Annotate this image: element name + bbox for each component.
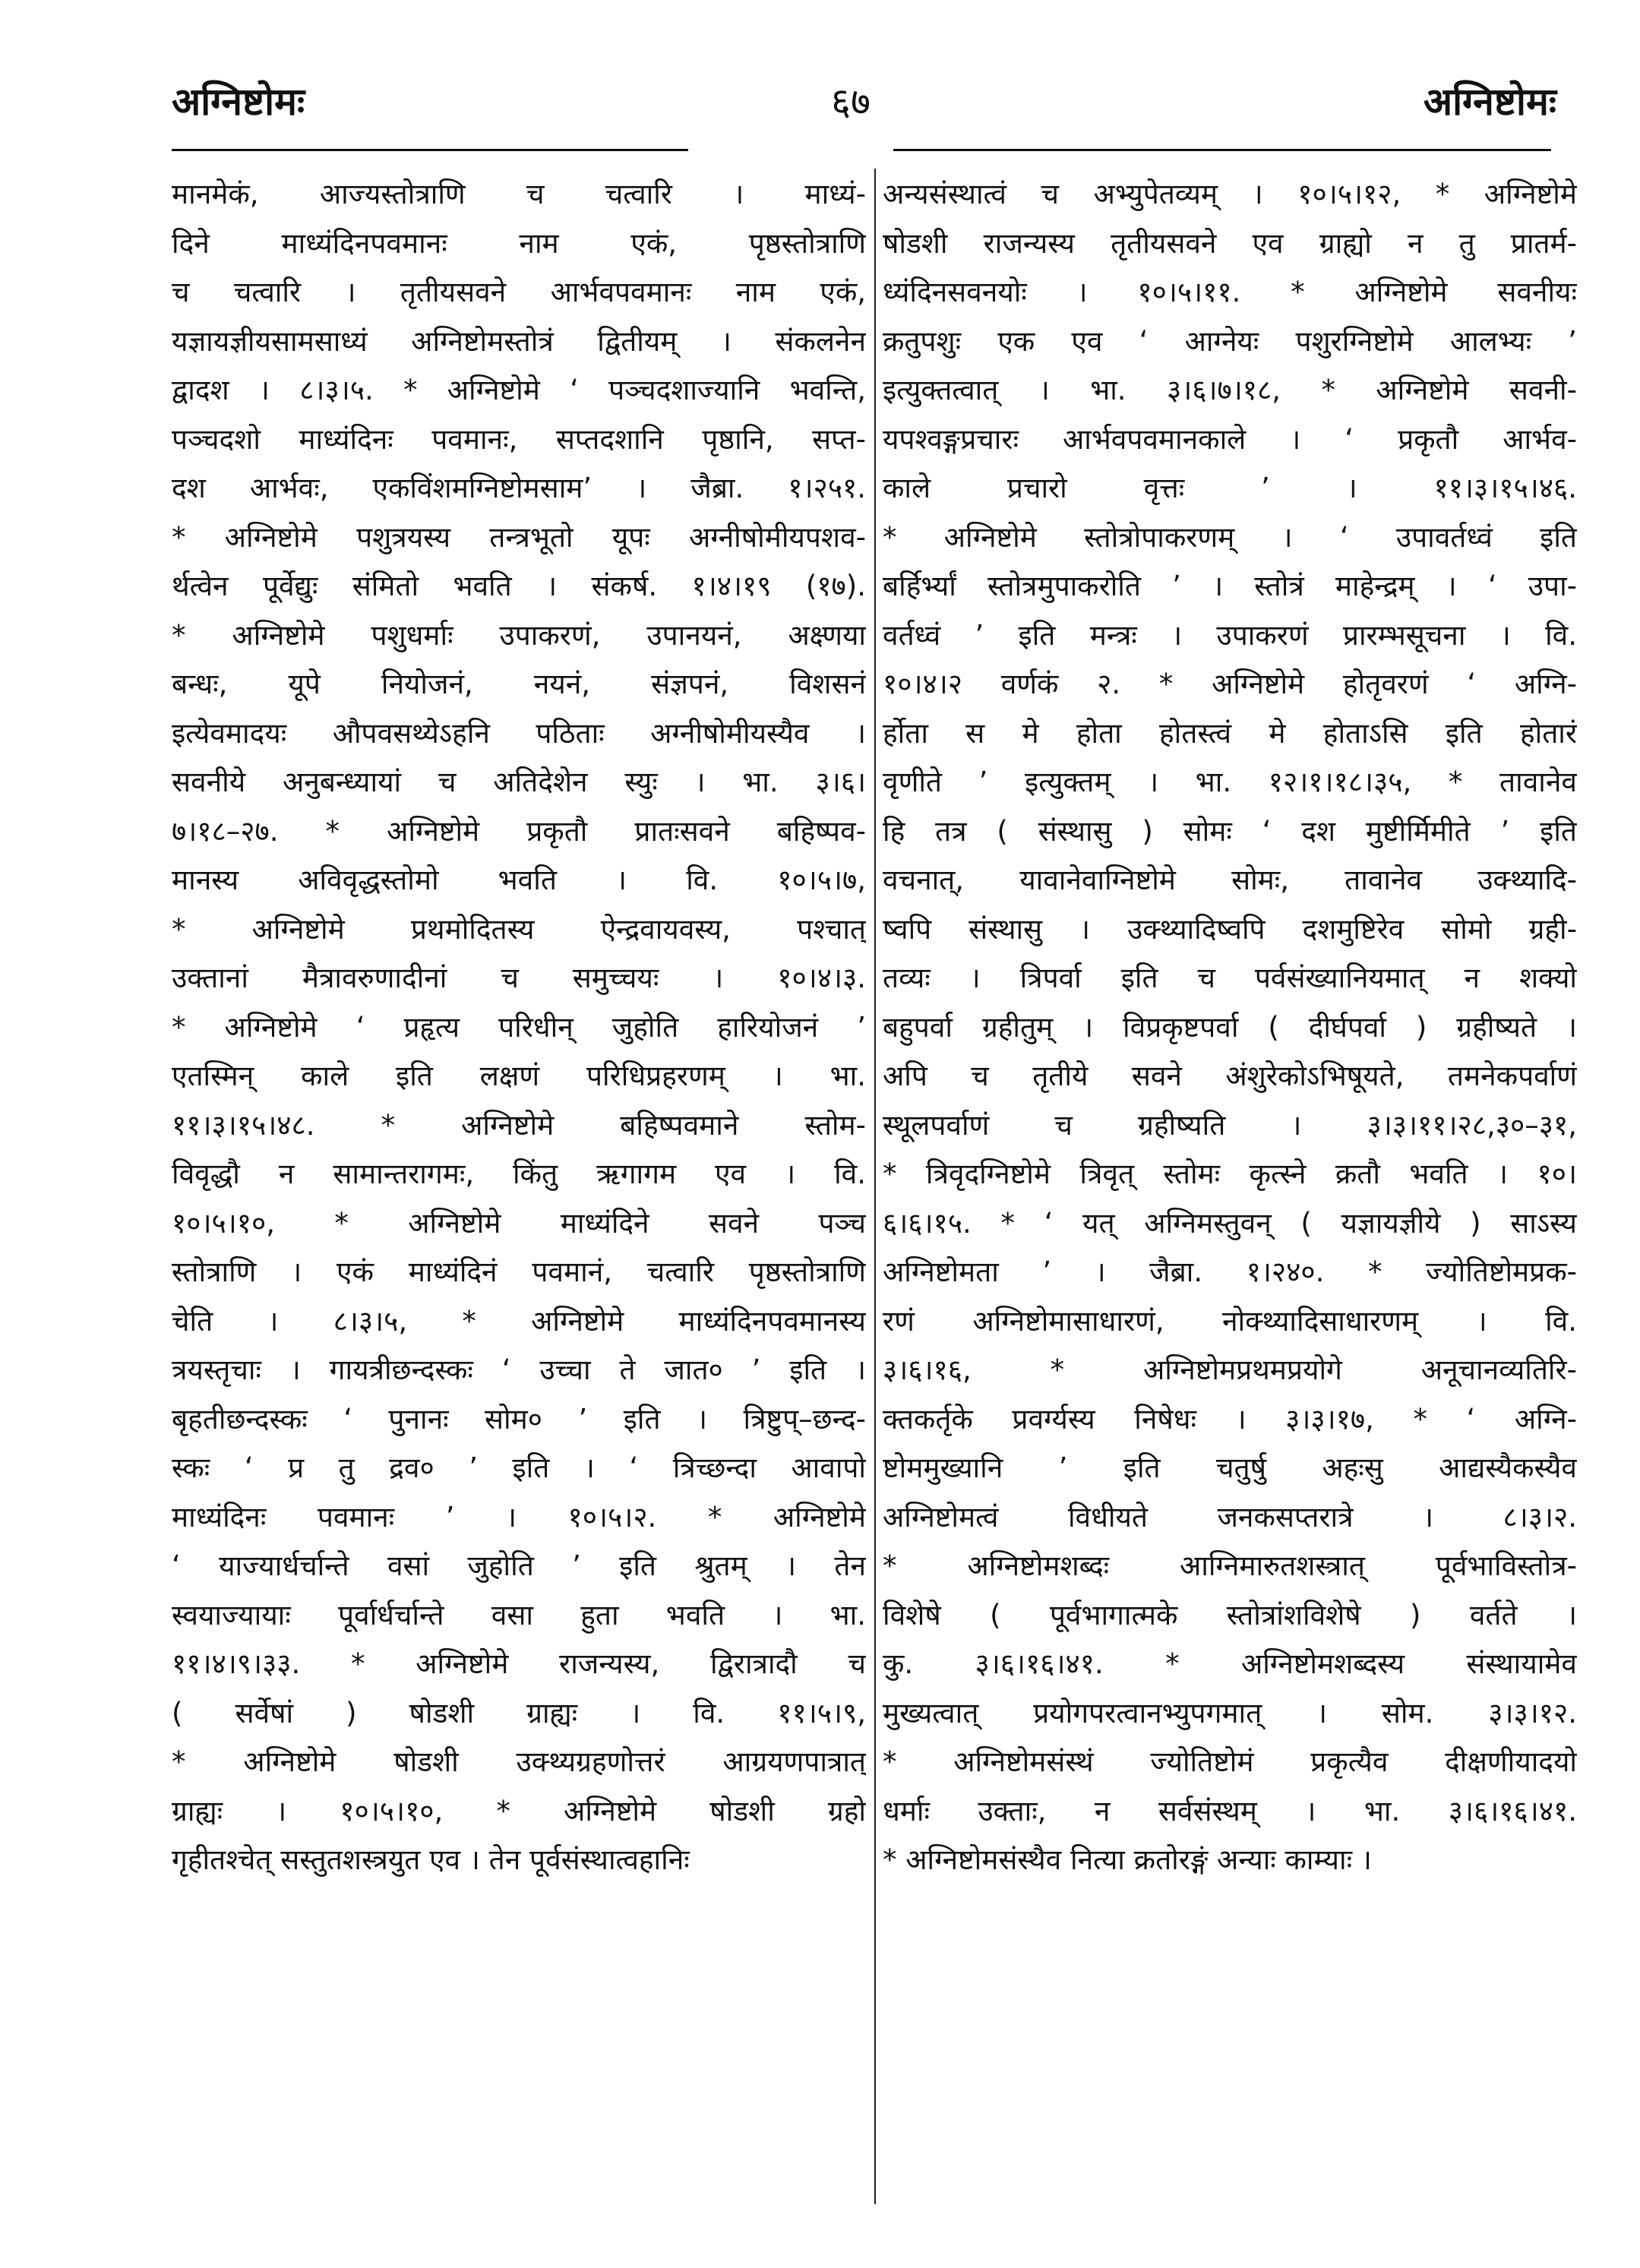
text-line: * अग्निष्टोमे षोडशी उक्थ्यग्रहणोत्तरं आग्रयणपात्रात् xyxy=(172,1745,866,1778)
text-line: कु. ३।६।१६।४१. * अग्निष्टोमशब्दस्य संस्थायामेव xyxy=(883,1647,1577,1680)
text-line: षोडशी राजन्यस्य तृतीयसवने एव ग्राह्यो न तु प्रातर्म- xyxy=(883,226,1577,260)
text-line: गृहीतश्चेत् सस्तुतशस्त्रयुत एव । तेन पूर्वसंस्थात्वहानिः xyxy=(172,1843,690,1876)
header-rule-left xyxy=(172,149,688,151)
text-line: विशेषे ( पूर्वभागात्मके स्तोत्रांशविशेषे ) वर्तते । xyxy=(883,1598,1577,1632)
text-line: काले प्रचारो वृत्तः ’ । ११।३।१५।४६. xyxy=(883,472,1577,504)
text-line: तव्यः । त्रिपर्वा इति च पर्वसंख्यानियमात् न शक्यो xyxy=(883,962,1577,994)
text-line: माध्यंदिनः पवमानः ’ । १०।५।२. * अग्निष्टोमे xyxy=(172,1500,866,1534)
header-rule-right xyxy=(893,149,1551,151)
text-line: धर्माः उक्ताः, न सर्वसंस्थम् । भा. ३।६।१६।४१. xyxy=(883,1794,1577,1827)
text-line: स्थूलपर्वाणं च ग्रहीष्यति । ३।३।११।२८,३०–३१, xyxy=(883,1108,1577,1142)
text-line: अग्निष्टोमता ’ । जैब्रा. १।२४०. * ज्योतिष्टोमप्रक- xyxy=(883,1256,1577,1288)
text-line: * अग्निष्टोमे प्रथमोदितस्य ऐन्द्रवायवस्य, पश्चात् xyxy=(172,912,866,946)
text-line: रणं अग्निष्टोमासाधारणं, नोक्थ्यादिसाधारणम् । वि. xyxy=(883,1304,1577,1338)
running-head-left: अग्निष्टोमः xyxy=(172,80,305,124)
text-line: ‘ याज्यार्धर्चान्ते वसां जुहोति ’ इति श्रुतम् । तेन xyxy=(172,1549,866,1582)
text-line: * अग्निष्टोमे पशुधर्माः उपाकरणं, उपानयनं, अक्ष्णया xyxy=(172,618,866,652)
text-line: दश आर्भवः, एकविंशमग्निष्टोमसाम’ । जैब्रा. १।२५१. xyxy=(172,472,866,504)
text-line: इत्येवमादयः औपवसथ्येऽहनि पठिताः अग्नीषोमीयस्यैव । xyxy=(172,716,866,750)
text-line: त्रयस्तृचाः । गायत्रीछन्दस्कः ‘ उच्चा ते जात० ’ इति । xyxy=(172,1354,866,1386)
text-line: विवृद्धौ न सामान्तरागमः, किंतु ऋगागम एव । वि. xyxy=(172,1158,866,1190)
text-line: च चत्वारि । तृतीयसवने आर्भवपवमानः नाम एकं, xyxy=(172,276,866,308)
text-line: * अग्निष्टोमे स्तोत्रोपाकरणम् । ‘ उपावर्तध्वं इति xyxy=(883,520,1577,554)
text-line: ( सर्वेषां ) षोडशी ग्राह्यः । वि. ११।५।९, xyxy=(172,1696,866,1729)
text-line: वर्तध्वं ’ इति मन्त्रः । उपाकरणं प्रारम्भसूचना । वि. xyxy=(883,618,1577,652)
text-line: * अग्निष्टोमसंस्थैव नित्या क्रतोरङ्गं अन्याः काम्याः । xyxy=(883,1843,1372,1876)
text-line: * त्रिवृदग्निष्टोमे त्रिवृत् स्तोमः कृत्स्ने क्रतौ भवति । १०। xyxy=(883,1158,1577,1190)
text-line: मुख्यत्वात् प्रयोगपरत्वानभ्युपगमात् । सोम. ३।३।१२. xyxy=(883,1696,1577,1729)
text-line: वचनात्, यावानेवाग्निष्टोमे सोमः, तावानेव उक्थ्यादि- xyxy=(883,864,1577,896)
text-line: मानस्य अविवृद्धस्तोमो भवति । वि. १०।५।७, xyxy=(172,864,866,896)
text-line: दिने माध्यंदिनपवमानः नाम एकं, पृष्ठस्तोत्राणि xyxy=(172,226,866,260)
text-line: ३।६।१६, * अग्निष्टोमप्रथमप्रयोगे अनूचानव्यतिरि- xyxy=(883,1354,1577,1386)
text-line: ध्यंदिनसवनयोः । १०।५।११. * अग्निष्टोमे सवनीयः xyxy=(883,276,1577,308)
text-line: सवनीये अनुबन्ध्यायां च अतिदेशेन स्युः । भा. ३।६। xyxy=(172,766,866,798)
text-line: क्रतुपशुः एक एव ‘ आग्नेयः पशुरग्निष्टोमे आलभ्यः ’ xyxy=(883,324,1577,358)
text-line: स्कः ‘ प्र तु द्रव० ’ इति । ‘ त्रिच्छन्दा आवापो xyxy=(172,1451,866,1484)
text-line: ग्राह्यः । १०।५।१०, * अग्निष्टोमे षोडशी ग्रहो xyxy=(172,1794,866,1827)
text-line: ११।३।१५।४८. * अग्निष्टोमे बहिष्पवमाने स्तोम- xyxy=(172,1108,866,1142)
text-line: बन्धः, यूपे नियोजनं, नयनं, संज्ञपनं, विशसनं xyxy=(172,668,866,700)
text-line: अपि च तृतीये सवने अंशुरेकोऽभिषूयते, तमनेकपर्वाणं xyxy=(883,1060,1577,1092)
text-line: हि तत्र ( संस्थासु ) सोमः ‘ दश मुष्टीर्मिमीते ’ इति xyxy=(883,814,1577,848)
text-line: क्तकर्तृके प्रवर्ग्यस्य निषेधः । ३।३।१७, * ‘ अग्नि- xyxy=(883,1402,1577,1436)
text-line: अग्निष्टोमत्वं विधीयते जनकसप्तरात्रे । ८।३।२. xyxy=(883,1500,1577,1534)
text-line: चेति । ८।३।५, * अग्निष्टोमे माध्यंदिनपवमानस्य xyxy=(172,1304,866,1338)
left-column xyxy=(172,170,866,2206)
text-line: * अग्निष्टोमसंस्थं ज्योतिष्टोमं प्रकृत्यैव दीक्षणीयादयो xyxy=(883,1745,1577,1778)
text-line: ११।४।९।३३. * अग्निष्टोमे राजन्यस्य, द्विरात्रादौ च xyxy=(172,1647,866,1680)
text-line: इत्युक्तत्वात् । भा. ३।६।७।१८, * अग्निष्टोमे सवनी- xyxy=(883,374,1577,406)
text-line: बर्हिर्भ्यां स्तोत्रमुपाकरोति ’ । स्तोत्रं माहेन्द्रम् । ‘ उपा- xyxy=(883,570,1577,602)
right-column xyxy=(883,170,1577,2206)
text-line: मानमेकं, आज्यस्तोत्राणि च चत्वारि । माध्यं- xyxy=(172,178,866,210)
text-line: * अग्निष्टोमे पशुत्रयस्य तन्त्रभूतो यूपः अग्नीषोमीयपशव- xyxy=(172,520,866,554)
text-line: एतस्मिन् काले इति लक्षणं परिधिप्रहरणम् । भा. xyxy=(172,1060,866,1092)
text-line: पञ्चदशो माध्यंदिनः पवमानः, सप्तदशानि पृष्ठानि, सप्त- xyxy=(172,422,866,456)
text-line: * अग्निष्टोमशब्दः आग्निमारुतशस्त्रात् पूर्वभाविस्तोत्र- xyxy=(883,1549,1577,1582)
text-line: ६।६।१५. * ‘ यत् अग्निमस्तुवन् ( यज्ञायज्ञीये ) साऽस्य xyxy=(883,1206,1577,1240)
text-line: ष्वपि संस्थासु । उक्थ्यादिष्वपि दशमुष्टिरेव सोमो ग्रही- xyxy=(883,912,1577,946)
text-line: स्वयाज्यायाः पूर्वार्धर्चान्ते वसा हुता भवति । भा. xyxy=(172,1598,866,1632)
text-line: ष्टोममुख्यानि ’ इति चतुर्षु अहःसु आद्यस्यैकस्यैव xyxy=(883,1451,1577,1484)
text-line: बहुपर्वा ग्रहीतुम् । विप्रकृष्टपर्वा ( दीर्घपर्वा ) ग्रहीष्यते । xyxy=(883,1010,1577,1044)
page-number: ६७ xyxy=(831,80,871,124)
text-line: यपश्वङ्गप्रचारः आर्भवपवमानकाले । ‘ प्रकृतौ आर्भव- xyxy=(883,422,1577,456)
text-line: उक्तानां मैत्रावरुणादीनां च समुच्चयः । १०।४।३. xyxy=(172,962,866,994)
text-line: द्वादश । ८।३।५. * अग्निष्टोमे ‘ पञ्चदशाज्यानि भवन्ति, xyxy=(172,374,866,406)
column-divider xyxy=(874,169,876,2204)
text-line: वृणीते ’ इत्युक्तम् । भा. १२।१।१८।३५, * तावानेव xyxy=(883,766,1577,798)
text-line: स्तोत्राणि । एकं माध्यंदिनं पवमानं, चत्वारि पृष्ठस्तोत्राणि xyxy=(172,1256,866,1288)
text-line: यज्ञायज्ञीयसामसाध्यं अग्निष्टोमस्तोत्रं द्वितीयम् । संकलनेन xyxy=(172,324,866,358)
text-line: अन्यसंस्थात्वं च अभ्युपेतव्यम् । १०।५।१२, * अग्निष्टोमे xyxy=(883,178,1577,210)
text-line: १०।४।२ वर्णकं २. * अग्निष्टोमे होतृवरणं ‘ अग्नि- xyxy=(883,668,1577,700)
text-line: १०।५।१०, * अग्निष्टोमे माध्यंदिने सवने पञ्च xyxy=(172,1206,866,1240)
running-head-right: अग्निष्टोमः xyxy=(1423,80,1556,124)
text-line: र्थत्वेन पूर्वेद्युः संमितो भवति । संकर्ष. १।४।१९ (१७). xyxy=(172,570,866,602)
text-line: * अग्निष्टोमे ‘ प्रहृत्य परिधीन् जुहोति हारियोजनं ’ xyxy=(172,1010,866,1044)
text-line: ७।१८–२७. * अग्निष्टोमे प्रकृतौ प्रातःसवने बहिष्पव- xyxy=(172,814,866,848)
text-line: र्होता स मे होता होतस्त्वं मे होताऽसि इति होतारं xyxy=(883,716,1577,750)
text-line: बृहतीछन्दस्कः ‘ पुनानः सोम० ’ इति । त्रिष्टुप्–छन्द- xyxy=(172,1402,866,1436)
